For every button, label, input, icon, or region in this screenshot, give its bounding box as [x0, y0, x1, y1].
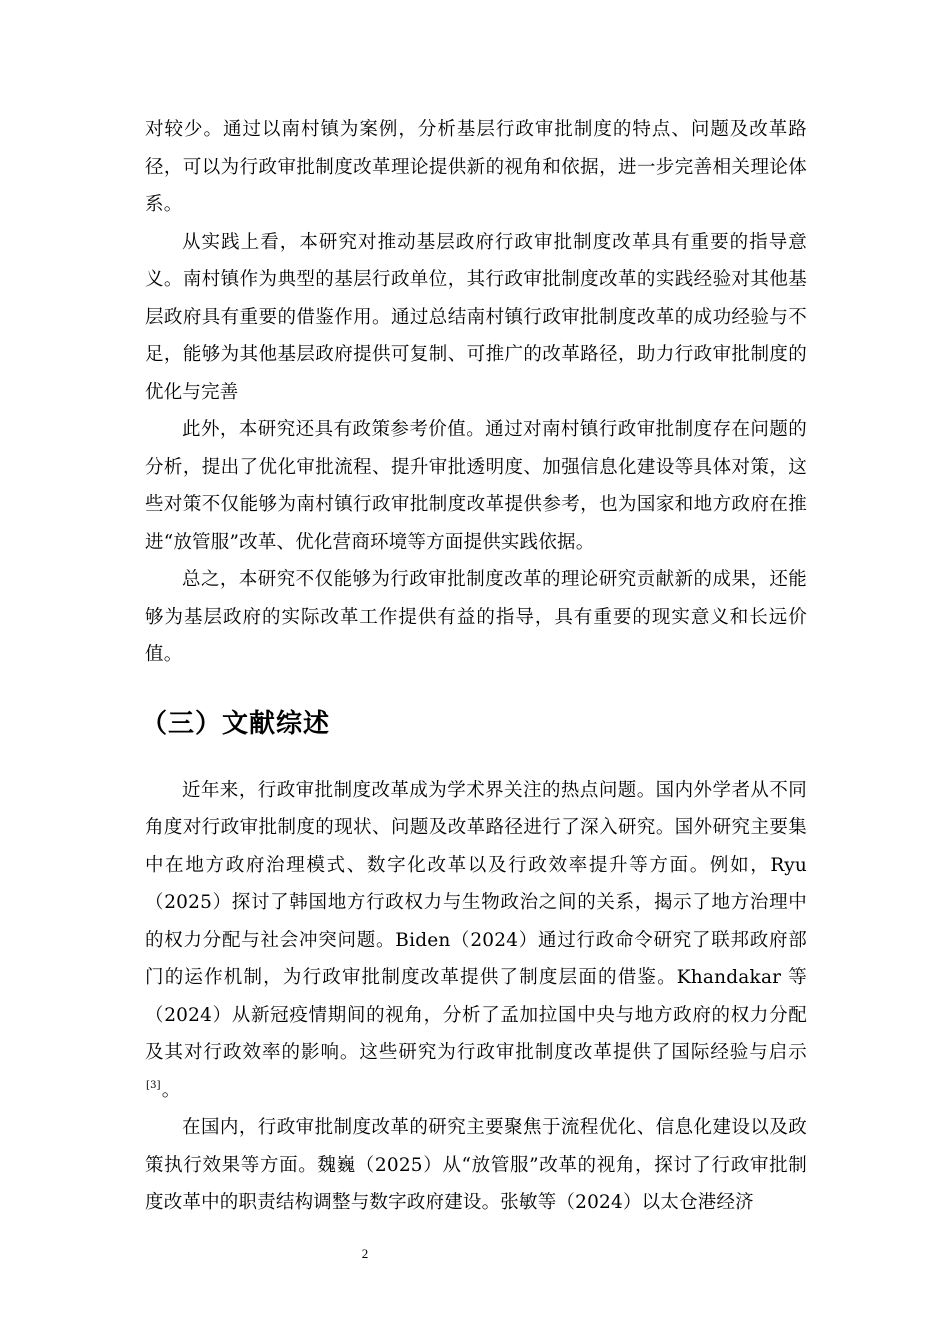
body-paragraph: [145, 111, 807, 224]
body-paragraph: [145, 772, 807, 1110]
body-paragraph: [145, 224, 807, 412]
body-paragraph: [145, 411, 807, 561]
paragraph-text: 此外，本研究还具有政策参考价值。通过对南村镇行政审批制度存在问题的分析，提出了优化审批流程、提升审批透明度、加强信息化建设等具体对策，这些对策不仅能够为南村镇行政审批制度改革提供参考，也为国家和地方政府在推进“放管服”改革、优化营商环境等方面提供实践依据。: [145, 419, 807, 553]
paragraph-text: 总之，本研究不仅能够为行政审批制度改革的理论研究贡献新的成果，还能够为基层政府的实际改革工作提供有益的指导，具有重要的现实意义和长远价值。: [145, 569, 807, 665]
body-paragraph: [145, 561, 807, 674]
paragraph-tail: 。: [161, 1079, 181, 1101]
paragraph-text: 从实践上看，本研究对推动基层政府行政审批制度改革具有重要的指导意义。南村镇作为典型的基层行政单位，其行政审批制度改革的实践经验对其他基层政府具有重要的借鉴作用。通过总结南村镇行政审批制度改革的成功经验与不足，能够为其他基层政府提供可复制、可推广的改革路径，助力行政审批制度的优化与完善: [145, 231, 807, 403]
page-body: [141, 111, 807, 1222]
section-heading: （三）文献综述: [141, 708, 331, 739]
body-paragraph: [145, 1109, 807, 1222]
paragraph-text: 对较少。通过以南村镇为案例，分析基层行政审批制度的特点、问题及改革路径，可以为行政审批制度改革理论提供新的视角和依据，进一步完善相关理论体系。: [145, 119, 807, 215]
paragraph-text: 在国内，行政审批制度改革的研究主要聚焦于流程优化、信息化建设以及政策执行效果等方面。魏巍（2025）从“放管服”改革的视角，探讨了行政审批制度改革中的职责结构调整与数字政府建设。张敏等（2024）以太仓港经济: [145, 1117, 807, 1213]
page-number: 2: [361, 1246, 369, 1261]
paragraph-text: 近年来，行政审批制度改革成为学术界关注的热点问题。国内外学者从不同角度对行政审批制度的现状、问题及改革路径进行了深入研究。国外研究主要集中在地方政府治理模式、数字化改革以及行政效率提升等方面。例如，Ryu（2025）探讨了韩国地方行政权力与生物政治之间的关系，揭示了地方治理中的权力分配与社会冲突问题。Biden（2024）通过行政命令研究了联邦政府部门的运作机制，为行政审批制度改革提供了制度层面的借鉴。Khandakar 等（2024）从新冠疫情期间的视角，分析了孟加拉国中央与地方政府的权力分配及其对行政效率的影响。这些研究为行政审批制度改革提供了国际经验与启示: [145, 779, 807, 1063]
citation-reference: [3]: [146, 1080, 161, 1092]
